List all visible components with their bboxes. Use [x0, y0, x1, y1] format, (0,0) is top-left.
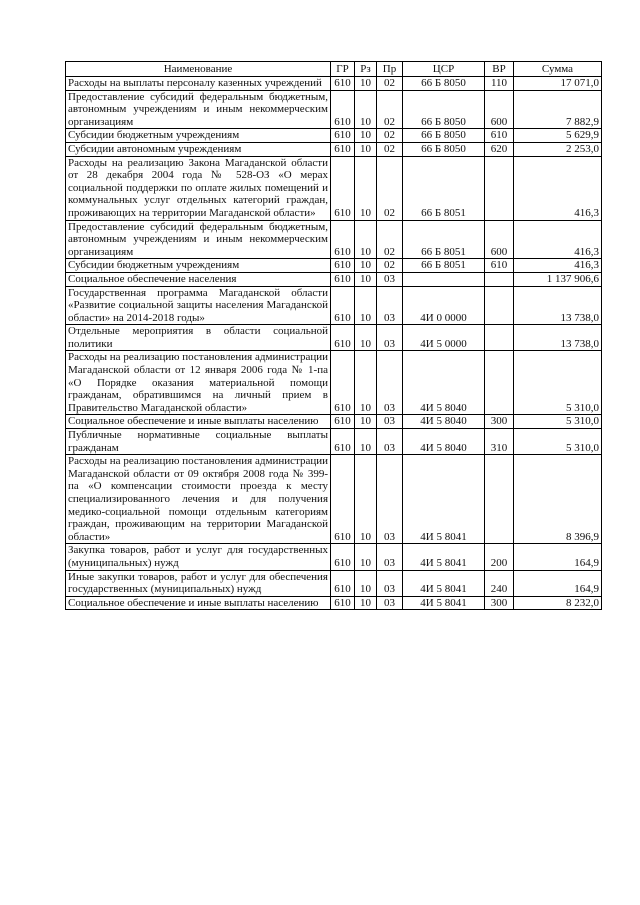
cell-rz: 10 — [355, 429, 377, 455]
cell-csr: 66 Б 8050 — [403, 129, 485, 143]
cell-sum: 13 738,0 — [514, 325, 602, 351]
cell-vr — [485, 156, 514, 220]
header-vr: ВР — [485, 62, 514, 77]
cell-gr: 610 — [331, 351, 355, 415]
cell-csr: 66 Б 8051 — [403, 156, 485, 220]
cell-sum: 164,9 — [514, 570, 602, 596]
cell-csr: 66 Б 8050 — [403, 77, 485, 91]
cell-vr: 200 — [485, 544, 514, 570]
cell-gr: 610 — [331, 415, 355, 429]
table-row — [66, 156, 602, 220]
cell-pr: 03 — [377, 544, 403, 570]
cell-name: Социальное обеспечение населения — [66, 272, 331, 286]
cell-csr: 4И 5 8040 — [403, 429, 485, 455]
cell-gr: 610 — [331, 325, 355, 351]
cell-vr — [485, 455, 514, 544]
cell-vr — [485, 325, 514, 351]
table-row — [66, 570, 602, 596]
cell-rz: 10 — [355, 259, 377, 273]
cell-vr: 610 — [485, 129, 514, 143]
cell-pr: 02 — [377, 129, 403, 143]
cell-csr: 4И 5 0000 — [403, 325, 485, 351]
cell-name: Субсидии бюджетным учреждениям — [66, 259, 331, 273]
cell-rz: 10 — [355, 77, 377, 91]
header-sum: Сумма — [514, 62, 602, 77]
table-row — [66, 351, 602, 415]
cell-pr: 03 — [377, 325, 403, 351]
table-row — [66, 544, 602, 570]
cell-sum: 5 310,0 — [514, 429, 602, 455]
cell-rz: 10 — [355, 142, 377, 156]
cell-rz: 10 — [355, 544, 377, 570]
cell-gr: 610 — [331, 286, 355, 325]
cell-vr: 600 — [485, 90, 514, 129]
table-row — [66, 325, 602, 351]
cell-sum: 416,3 — [514, 220, 602, 259]
cell-pr: 03 — [377, 596, 403, 610]
cell-rz: 10 — [355, 220, 377, 259]
cell-name: Иные закупки товаров, работ и услуг для обеспечения государственных (муниципальных) нужд — [66, 570, 331, 596]
cell-name: Расходы на выплаты персоналу казенных учреждений — [66, 77, 331, 91]
cell-csr: 4И 0 0000 — [403, 286, 485, 325]
cell-vr: 610 — [485, 259, 514, 273]
cell-gr: 610 — [331, 156, 355, 220]
cell-gr: 610 — [331, 596, 355, 610]
cell-gr: 610 — [331, 544, 355, 570]
cell-rz: 10 — [355, 286, 377, 325]
cell-name: Субсидии бюджетным учреждениям — [66, 129, 331, 143]
cell-name: Расходы на реализацию Закона Магаданской области от 28 декабря 2004 года № 528-ОЗ «О мерах социальной поддержки по оплате жилых помещений и коммунальных услуг отдельных категорий граждан, проживающих на территории Магаданской области» — [66, 156, 331, 220]
cell-csr: 4И 5 8041 — [403, 544, 485, 570]
cell-sum: 8 396,9 — [514, 455, 602, 544]
cell-vr: 240 — [485, 570, 514, 596]
cell-rz: 10 — [355, 455, 377, 544]
table-row — [66, 286, 602, 325]
cell-vr: 110 — [485, 77, 514, 91]
cell-name: Социальное обеспечение и иные выплаты населению — [66, 415, 331, 429]
cell-vr — [485, 286, 514, 325]
cell-vr — [485, 272, 514, 286]
cell-csr: 66 Б 8050 — [403, 142, 485, 156]
cell-rz: 10 — [355, 351, 377, 415]
table-row — [66, 429, 602, 455]
cell-vr: 620 — [485, 142, 514, 156]
cell-sum: 5 310,0 — [514, 351, 602, 415]
cell-pr: 03 — [377, 286, 403, 325]
cell-sum: 5 629,9 — [514, 129, 602, 143]
cell-rz: 10 — [355, 415, 377, 429]
cell-csr: 66 Б 8050 — [403, 90, 485, 129]
cell-sum: 13 738,0 — [514, 286, 602, 325]
cell-gr: 610 — [331, 259, 355, 273]
cell-csr: 4И 5 8041 — [403, 596, 485, 610]
cell-csr: 4И 5 8041 — [403, 570, 485, 596]
table-row — [66, 77, 602, 91]
cell-pr: 03 — [377, 351, 403, 415]
cell-vr: 300 — [485, 596, 514, 610]
cell-sum: 416,3 — [514, 156, 602, 220]
cell-gr: 610 — [331, 142, 355, 156]
cell-name: Публичные нормативные социальные выплаты гражданам — [66, 429, 331, 455]
table-row — [66, 142, 602, 156]
cell-name: Государственная программа Магаданской области «Развитие социальной защиты населения Магаданской области» на 2014-2018 годы» — [66, 286, 331, 325]
table-row — [66, 259, 602, 273]
cell-gr: 610 — [331, 90, 355, 129]
cell-name: Социальное обеспечение и иные выплаты населению — [66, 596, 331, 610]
cell-rz: 10 — [355, 272, 377, 286]
cell-pr: 03 — [377, 415, 403, 429]
cell-rz: 10 — [355, 156, 377, 220]
cell-pr: 02 — [377, 77, 403, 91]
cell-pr: 02 — [377, 259, 403, 273]
cell-name: Расходы на реализацию постановления администрации Магаданской области от 09 октября 2008 года № 399-па «О компенсации стоимости проезда к месту специализированного лечения и для получения медико-социальной помощи отдельным категориям граждан, проживающим на территории Магаданской области» — [66, 455, 331, 544]
cell-csr: 4И 5 8041 — [403, 455, 485, 544]
table-row — [66, 129, 602, 143]
cell-pr: 02 — [377, 220, 403, 259]
cell-sum: 1 137 906,6 — [514, 272, 602, 286]
cell-sum: 416,3 — [514, 259, 602, 273]
cell-name: Отдельные мероприятия в области социальной политики — [66, 325, 331, 351]
cell-pr: 03 — [377, 272, 403, 286]
cell-vr: 600 — [485, 220, 514, 259]
cell-rz: 10 — [355, 90, 377, 129]
table-row — [66, 272, 602, 286]
cell-sum: 8 232,0 — [514, 596, 602, 610]
cell-gr: 610 — [331, 272, 355, 286]
cell-pr: 02 — [377, 90, 403, 129]
cell-sum: 164,9 — [514, 544, 602, 570]
cell-name: Расходы на реализацию постановления администрации Магаданской области от 12 января 2006 года № 1-па «О Порядке оказания материальной помощи гражданам, обратившимся на личный прием в Правительство Магаданской области» — [66, 351, 331, 415]
cell-csr: 4И 5 8040 — [403, 351, 485, 415]
cell-vr — [485, 351, 514, 415]
cell-sum: 5 310,0 — [514, 415, 602, 429]
cell-gr: 610 — [331, 220, 355, 259]
cell-gr: 610 — [331, 77, 355, 91]
cell-name: Закупка товаров, работ и услуг для государственных (муниципальных) нужд — [66, 544, 331, 570]
cell-rz: 10 — [355, 570, 377, 596]
budget-table — [65, 61, 602, 610]
cell-pr: 03 — [377, 429, 403, 455]
table-row — [66, 596, 602, 610]
header-rz: Рз — [355, 62, 377, 77]
cell-gr: 610 — [331, 570, 355, 596]
table-header-row — [66, 62, 602, 77]
table-row — [66, 90, 602, 129]
cell-gr: 610 — [331, 429, 355, 455]
cell-pr: 03 — [377, 570, 403, 596]
cell-pr: 02 — [377, 142, 403, 156]
header-name: Наименование — [66, 62, 331, 77]
cell-csr: 66 Б 8051 — [403, 259, 485, 273]
cell-rz: 10 — [355, 596, 377, 610]
cell-gr: 610 — [331, 129, 355, 143]
cell-vr: 310 — [485, 429, 514, 455]
cell-vr: 300 — [485, 415, 514, 429]
header-pr: Пр — [377, 62, 403, 77]
cell-rz: 10 — [355, 325, 377, 351]
cell-name: Предоставление субсидий федеральным бюджетным, автономным учреждениям и иным некоммерческим организациям — [66, 220, 331, 259]
cell-name: Субсидии автономным учреждениям — [66, 142, 331, 156]
cell-gr: 610 — [331, 455, 355, 544]
cell-name: Предоставление субсидий федеральным бюджетным, автономным учреждениям и иным некоммерческим организациям — [66, 90, 331, 129]
cell-csr: 66 Б 8051 — [403, 220, 485, 259]
cell-sum: 2 253,0 — [514, 142, 602, 156]
cell-csr: 4И 5 8040 — [403, 415, 485, 429]
table-row — [66, 220, 602, 259]
cell-sum: 17 071,0 — [514, 77, 602, 91]
table-row — [66, 455, 602, 544]
cell-sum: 7 882,9 — [514, 90, 602, 129]
header-gr: ГР — [331, 62, 355, 77]
cell-pr: 03 — [377, 455, 403, 544]
cell-pr: 02 — [377, 156, 403, 220]
table-body — [66, 77, 602, 610]
header-csr: ЦСР — [403, 62, 485, 77]
cell-rz: 10 — [355, 129, 377, 143]
cell-csr — [403, 272, 485, 286]
table-row — [66, 415, 602, 429]
